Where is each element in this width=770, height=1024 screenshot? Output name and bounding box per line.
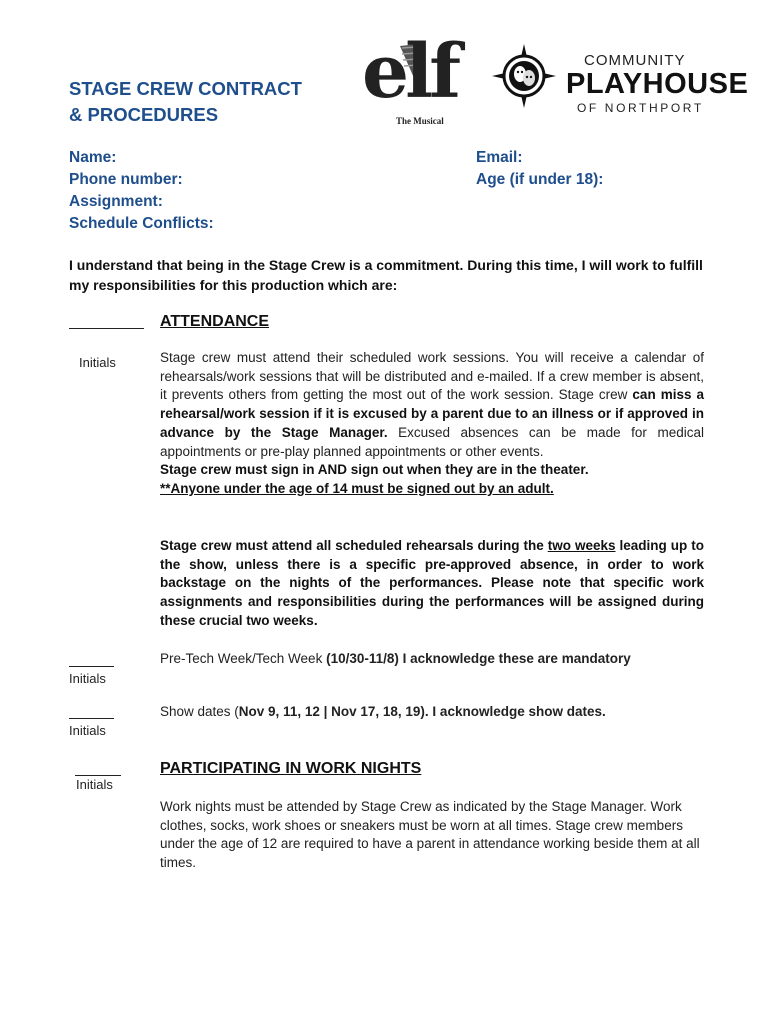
attendance-initials-label: Initials — [79, 355, 116, 370]
elf-logo-text: elf — [362, 29, 458, 115]
attendance-paragraph — [160, 349, 704, 499]
work-nights-paragraph: Work nights must be attended by Stage Crew as indicated by the Stage Manager. Work clothes, socks, work shoes or sneakers must be worn at all times. Stage crew members under the age of 12 are required to have a parent in attendance working beside them at all times. — [160, 799, 700, 871]
attendance-excused-reasons: Excused absences can be made for medical appointments or pre-play planned appointments or other events. — [160, 424, 704, 459]
commitment-statement: I understand that being in the Stage Crew is a commitment. During this time, I will work to fulfill my responsibilities for this production which are: — [69, 257, 703, 293]
age-field[interactable]: Age (if under 18): — [476, 171, 604, 188]
show-dates-statement — [160, 704, 606, 719]
email-field[interactable]: Email: — [476, 149, 523, 166]
show-dates-text: Show dates ( — [160, 704, 239, 719]
phone-field[interactable]: Phone number: — [69, 171, 183, 188]
schedule-conflicts-field[interactable]: Schedule Conflicts: — [69, 215, 214, 232]
sign-in-rule: Stage crew must sign in AND sign out when they are in the theater. — [160, 462, 589, 478]
playhouse-line-1: COMMUNITY — [584, 52, 686, 69]
tech-week-dates: (10/30-11/8) I acknowledge these are mandatory — [326, 651, 631, 666]
playhouse-line-3: OF NORTHPORT — [577, 101, 704, 115]
show-dates-initials-label: Initials — [69, 723, 106, 738]
two-weeks-paragraph — [160, 537, 704, 631]
document-title — [69, 76, 302, 128]
show-dates-initials-line[interactable] — [69, 718, 114, 719]
show-dates-list: Nov 9, 11, 12 | Nov 17, 18, 19). I acknowledge show dates. — [238, 704, 606, 719]
work-nights-initials-line[interactable] — [75, 775, 121, 776]
two-weeks-text-a: Stage crew must attend all scheduled rehearsals during the — [160, 538, 548, 553]
two-weeks-underlined: two weeks — [547, 538, 616, 553]
work-nights-heading: PARTICIPATING IN WORK NIGHTS — [160, 760, 422, 777]
attendance-initials-line[interactable] — [69, 328, 144, 329]
playhouse-line-2: PLAYHOUSE — [566, 68, 749, 100]
title-line-1: STAGE CREW CONTRACT — [69, 78, 302, 99]
title-line-2: & PROCEDURES — [69, 104, 219, 125]
elf-logo-subtitle: The Musical — [396, 116, 444, 126]
elf-musical-logo — [360, 29, 468, 130]
tech-week-statement — [160, 651, 631, 666]
community-playhouse-logo — [492, 44, 749, 124]
tech-week-text: Pre-Tech Week/Tech Week — [160, 651, 327, 666]
tech-week-initials-label: Initials — [69, 671, 106, 686]
assignment-field[interactable]: Assignment: — [69, 193, 163, 210]
under-14-rule: **Anyone under the age of 14 must be signed out by an adult. — [160, 480, 554, 496]
tech-week-initials-line[interactable] — [69, 666, 114, 667]
two-weeks-text-b: leading up to the show, unless there is a specific pre-approved absence, in order to work backstage on the nights of the performances. Please note that specific work assignments and responsibilities during the performances will be assigned during these crucial two weeks. — [160, 538, 704, 628]
compass-masks-icon — [492, 44, 556, 108]
name-field[interactable]: Name: — [69, 149, 117, 166]
attendance-heading: ATTENDANCE — [160, 313, 270, 330]
work-nights-initials-label: Initials — [76, 777, 113, 792]
attendance-text: Stage crew must attend their scheduled work sessions. You will receive a calendar of rehearsals/work sessions that will be distributed and e-mailed. If a crew member is absent, it prevents others from getting the most out of the work session. Stage crew — [160, 350, 704, 403]
attendance-excused-text: can miss a rehearsal/work session if it is excused by a parent due to an illness or if approved in advance by the Stage Manager. — [160, 387, 704, 440]
